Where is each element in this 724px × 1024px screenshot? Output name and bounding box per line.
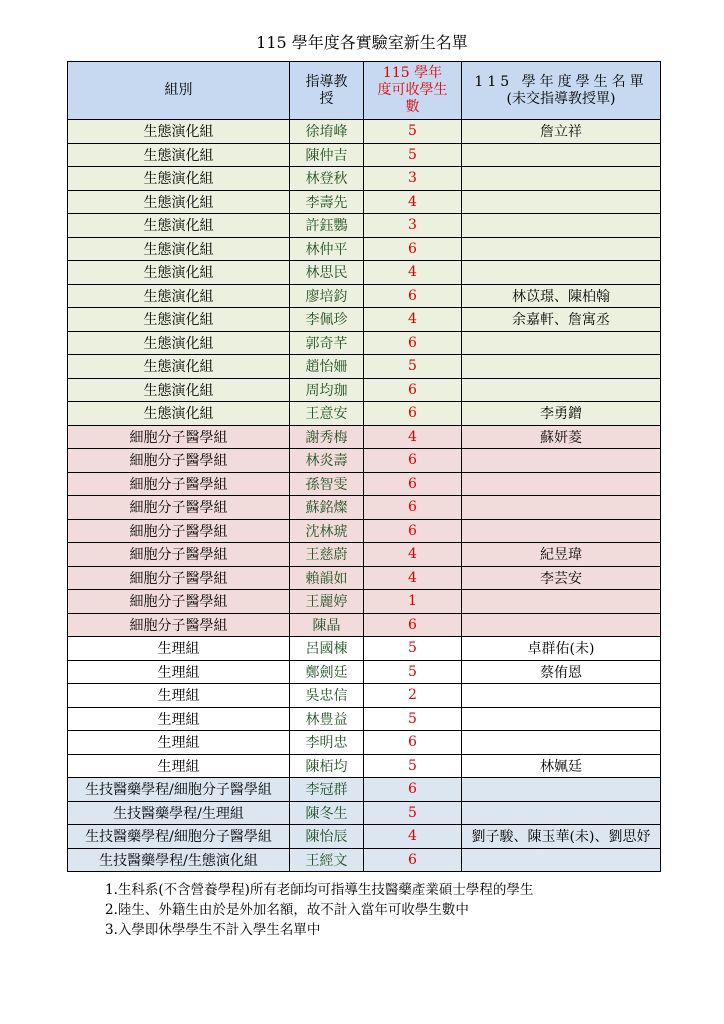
cell-advisor: 呂國棟 <box>290 637 364 661</box>
cell-advisor: 徐堉峰 <box>290 120 364 144</box>
cell-capacity: 2 <box>364 684 462 708</box>
cell-students: 劉子駿、陳玉華(未)、劉思妤 <box>462 825 661 849</box>
cell-students <box>462 355 661 379</box>
cell-students <box>462 519 661 543</box>
cell-students: 李勇鏳 <box>462 402 661 426</box>
header-advisor: 指導教授 <box>290 62 364 120</box>
table-row <box>68 848 661 872</box>
table-row <box>68 731 661 755</box>
cell-students <box>462 237 661 261</box>
cell-advisor: 陳怡辰 <box>290 825 364 849</box>
cell-advisor: 王經文 <box>290 848 364 872</box>
cell-capacity: 5 <box>364 143 462 167</box>
table-row <box>68 472 661 496</box>
cell-capacity: 1 <box>364 590 462 614</box>
cell-advisor: 賴韻如 <box>290 566 364 590</box>
cell-advisor: 李冠群 <box>290 778 364 802</box>
cell-group: 細胞分子醫學組 <box>68 566 290 590</box>
table-row <box>68 143 661 167</box>
cell-capacity: 6 <box>364 237 462 261</box>
cell-students: 李芸安 <box>462 566 661 590</box>
cell-students <box>462 707 661 731</box>
cell-group: 生態演化組 <box>68 237 290 261</box>
cell-capacity: 3 <box>364 167 462 191</box>
cell-students: 蘇妍菱 <box>462 425 661 449</box>
cell-group: 生技醫藥學程/生理組 <box>68 801 290 825</box>
cell-students <box>462 449 661 473</box>
cell-capacity: 5 <box>364 707 462 731</box>
footnote: 1.生科系(不含營養學程)所有老師均可指導生技醫藥產業碩士學程的學生 <box>105 882 534 898</box>
cell-capacity: 6 <box>364 284 462 308</box>
table-row <box>68 613 661 637</box>
cell-group: 生理組 <box>68 637 290 661</box>
cell-advisor: 陳冬生 <box>290 801 364 825</box>
cell-students <box>462 496 661 520</box>
cell-capacity: 5 <box>364 801 462 825</box>
cell-group: 細胞分子醫學組 <box>68 472 290 496</box>
cell-capacity: 5 <box>364 355 462 379</box>
cell-students <box>462 684 661 708</box>
cell-capacity: 6 <box>364 778 462 802</box>
cell-capacity: 6 <box>364 472 462 496</box>
table-row <box>68 190 661 214</box>
cell-capacity: 4 <box>364 825 462 849</box>
cell-group: 細胞分子醫學組 <box>68 543 290 567</box>
cell-group: 生理組 <box>68 731 290 755</box>
cell-capacity: 5 <box>364 660 462 684</box>
table-row <box>68 378 661 402</box>
cell-group: 細胞分子醫學組 <box>68 496 290 520</box>
cell-group: 生態演化組 <box>68 167 290 191</box>
table-row <box>68 425 661 449</box>
cell-students: 林苡璟、陳柏翰 <box>462 284 661 308</box>
footnotes <box>105 880 533 940</box>
header-group: 組別 <box>68 62 290 120</box>
cell-students <box>462 590 661 614</box>
cell-group: 生態演化組 <box>68 402 290 426</box>
cell-capacity: 4 <box>364 190 462 214</box>
cell-students <box>462 378 661 402</box>
header-row <box>68 62 661 120</box>
cell-group: 細胞分子醫學組 <box>68 590 290 614</box>
cell-capacity: 6 <box>364 378 462 402</box>
cell-students <box>462 801 661 825</box>
cell-advisor: 鄭劍廷 <box>290 660 364 684</box>
cell-advisor: 李明忠 <box>290 731 364 755</box>
cell-advisor: 王慈蔚 <box>290 543 364 567</box>
cell-capacity: 6 <box>364 496 462 520</box>
cell-capacity: 6 <box>364 519 462 543</box>
cell-students <box>462 167 661 191</box>
cell-capacity: 4 <box>364 308 462 332</box>
table-row <box>68 496 661 520</box>
table-row <box>68 214 661 238</box>
cell-group: 生態演化組 <box>68 284 290 308</box>
cell-group: 細胞分子醫學組 <box>68 425 290 449</box>
cell-capacity: 3 <box>364 214 462 238</box>
table-row <box>68 566 661 590</box>
table-row <box>68 261 661 285</box>
roster-body <box>68 120 661 872</box>
cell-advisor: 林思民 <box>290 261 364 285</box>
cell-advisor: 許鈺鸚 <box>290 214 364 238</box>
cell-students <box>462 331 661 355</box>
cell-students <box>462 778 661 802</box>
cell-students <box>462 613 661 637</box>
table-row <box>68 331 661 355</box>
cell-capacity: 6 <box>364 731 462 755</box>
cell-capacity: 5 <box>364 754 462 778</box>
cell-capacity: 5 <box>364 120 462 144</box>
cell-advisor: 林登秋 <box>290 167 364 191</box>
cell-advisor: 王意安 <box>290 402 364 426</box>
cell-students: 林姵廷 <box>462 754 661 778</box>
cell-capacity: 6 <box>364 402 462 426</box>
cell-students <box>462 190 661 214</box>
roster-table <box>67 61 661 872</box>
cell-group: 細胞分子醫學組 <box>68 449 290 473</box>
cell-students: 卓群佑(未) <box>462 637 661 661</box>
cell-capacity: 4 <box>364 566 462 590</box>
cell-students <box>462 731 661 755</box>
cell-group: 生態演化組 <box>68 308 290 332</box>
cell-advisor: 周均珈 <box>290 378 364 402</box>
page-title: 115 學年度各實驗室新生名單 <box>256 33 468 52</box>
cell-group: 生理組 <box>68 660 290 684</box>
table-row <box>68 801 661 825</box>
header-names-sub: (未交指導教授單) <box>506 90 616 107</box>
cell-advisor: 林仲平 <box>290 237 364 261</box>
cell-advisor: 陳晶 <box>290 613 364 637</box>
table-row <box>68 590 661 614</box>
cell-advisor: 王麗婷 <box>290 590 364 614</box>
cell-students <box>462 472 661 496</box>
cell-advisor: 吳忠信 <box>290 684 364 708</box>
table-row <box>68 778 661 802</box>
footnote: 3.入學即休學學生不計入學生名單中 <box>105 922 321 938</box>
cell-advisor: 孫智雯 <box>290 472 364 496</box>
cell-students: 紀昱瑋 <box>462 543 661 567</box>
header-names-main: 115 學年度學生名單 <box>474 73 648 90</box>
table-row <box>68 660 661 684</box>
cell-capacity: 6 <box>364 848 462 872</box>
table-row <box>68 684 661 708</box>
cell-group: 生理組 <box>68 684 290 708</box>
cell-advisor: 李壽先 <box>290 190 364 214</box>
table-row <box>68 237 661 261</box>
cell-advisor: 林豊益 <box>290 707 364 731</box>
cell-group: 生態演化組 <box>68 331 290 355</box>
cell-advisor: 陳栢均 <box>290 754 364 778</box>
table-row <box>68 120 661 144</box>
cell-group: 生理組 <box>68 707 290 731</box>
cell-group: 生態演化組 <box>68 190 290 214</box>
cell-advisor: 林炎壽 <box>290 449 364 473</box>
footnote: 2.陸生、外籍生由於是外加名額，故不計入當年可收學生數中 <box>105 902 469 918</box>
cell-group: 生技醫藥學程/細胞分子醫學組 <box>68 825 290 849</box>
cell-advisor: 沈林琥 <box>290 519 364 543</box>
cell-group: 生態演化組 <box>68 378 290 402</box>
cell-group: 生理組 <box>68 754 290 778</box>
table-row <box>68 707 661 731</box>
header-capacity: 115 學年度可收學生數 <box>364 62 462 120</box>
cell-capacity: 4 <box>364 543 462 567</box>
cell-group: 生態演化組 <box>68 120 290 144</box>
cell-advisor: 陳仲吉 <box>290 143 364 167</box>
cell-students <box>462 848 661 872</box>
cell-capacity: 6 <box>364 331 462 355</box>
table-row <box>68 519 661 543</box>
cell-advisor: 廖培鈞 <box>290 284 364 308</box>
cell-group: 生態演化組 <box>68 355 290 379</box>
table-row <box>68 754 661 778</box>
cell-capacity: 5 <box>364 637 462 661</box>
cell-group: 生態演化組 <box>68 143 290 167</box>
cell-advisor: 謝秀梅 <box>290 425 364 449</box>
cell-capacity: 4 <box>364 261 462 285</box>
table-row <box>68 825 661 849</box>
cell-students: 詹立祥 <box>462 120 661 144</box>
table-row <box>68 637 661 661</box>
table-row <box>68 449 661 473</box>
cell-students: 余嘉軒、詹寓丞 <box>462 308 661 332</box>
cell-group: 細胞分子醫學組 <box>68 519 290 543</box>
cell-group: 生態演化組 <box>68 261 290 285</box>
table-row <box>68 167 661 191</box>
cell-students <box>462 214 661 238</box>
table-row <box>68 308 661 332</box>
cell-group: 生技醫藥學程/細胞分子醫學組 <box>68 778 290 802</box>
cell-students <box>462 261 661 285</box>
cell-students <box>462 143 661 167</box>
cell-group: 細胞分子醫學組 <box>68 613 290 637</box>
cell-capacity: 4 <box>364 425 462 449</box>
cell-advisor: 郭奇芊 <box>290 331 364 355</box>
cell-advisor: 李佩珍 <box>290 308 364 332</box>
cell-advisor: 趙怡姍 <box>290 355 364 379</box>
cell-group: 生態演化組 <box>68 214 290 238</box>
cell-students: 蔡侑恩 <box>462 660 661 684</box>
cell-advisor: 蘇銘燦 <box>290 496 364 520</box>
cell-capacity: 6 <box>364 613 462 637</box>
cell-group: 生技醫藥學程/生態演化組 <box>68 848 290 872</box>
header-student-names <box>462 62 661 120</box>
table-row <box>68 402 661 426</box>
cell-capacity: 6 <box>364 449 462 473</box>
table-row <box>68 284 661 308</box>
table-row <box>68 355 661 379</box>
table-row <box>68 543 661 567</box>
